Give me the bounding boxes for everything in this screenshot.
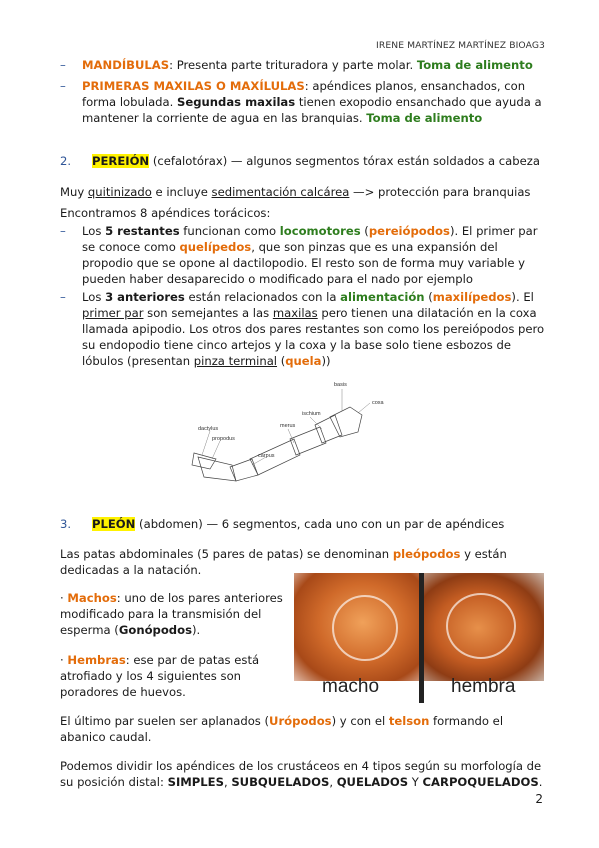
maxilas-desc-2: tienen exopodio ensanchado que ayuda a mantener la corriente de agua en las branquias. [82,95,542,125]
bold-3-anteriores: 3 anteriores [105,290,185,304]
term-segundas-maxilas: Segundas maxilas [177,95,296,109]
bullet-dash: – [60,58,66,72]
highlight-circle [332,595,398,661]
pereiopod-diagram [190,377,410,497]
term-locomotores: locomotores [279,224,361,238]
text-run: ( [360,224,369,238]
label-ischium: ischium [302,411,321,417]
text-run: Muy [60,185,88,199]
text-run: ). El [511,290,534,304]
text-run: . [538,775,543,789]
bullet-dash: – [60,79,66,93]
dot-marker: · [60,591,68,605]
text-run: Las patas abdominales (5 pares de patas) se denominan [60,547,393,561]
dot-marker: · [60,653,68,667]
propodus-segment [198,457,236,481]
term-quelipedos: quelípedos [179,240,252,254]
alimentacion-text [82,289,550,369]
list-item-locomotores [60,223,550,287]
ultimo-paragraph [60,713,550,745]
text-run: y están dedicadas a la natación. [60,547,507,577]
photo-separator [419,573,424,703]
list-item-mandibulas [60,57,550,73]
term-machos: Machos [67,591,117,605]
term-telson: telson [388,714,430,728]
text-run: ) y con el [331,714,389,728]
text-run: —> protección para branquias [349,185,531,199]
text-run: )) [321,354,331,368]
highlight-circle [446,593,516,659]
text-run: , [329,775,337,789]
text-run: ). El primer par se conoce como [82,224,538,254]
label-propodus: propodus [212,436,235,442]
quitina-paragraph [60,184,550,200]
term-pereion: PEREIÓN [92,154,150,168]
label-basis: basis [334,382,347,388]
tag-toma-alimento: Toma de alimento [416,58,533,72]
text-run: funcionan como [179,224,280,238]
caption-hembra: hembra [451,676,516,697]
maxilas-text [82,78,550,126]
macho-photo [294,573,419,683]
label-merus: merus [280,423,296,429]
section-number: 2. [60,154,72,168]
text-run: Y [408,775,423,789]
pleon-desc: (abdomen) — 6 segmentos, cada uno con un par de apéndices [135,517,505,531]
basis-segment [315,415,342,443]
carpus-segment [230,459,258,481]
ocho-apendices: Encontramos 8 apéndices torácicos: [60,206,271,220]
section-number: 3. [60,517,72,531]
coxa-segment [330,407,362,437]
text-run: Los [82,224,106,238]
caption-macho: macho [322,676,380,697]
text-run: , [223,775,232,789]
text-run: El último par suelen ser aplanados ( [60,714,270,728]
type-simples: SIMPLES [167,775,224,789]
term-gonopodos: Gonópodos [118,623,192,637]
text-run: son semejantes a las [143,306,273,320]
text-run: e incluye [151,185,212,199]
term-maxilas: PRIMERAS MAXILAS O MAXÍLULAS [82,79,305,93]
text-run: : ese par de patas está atrofiado y los 4 siguientes son poradores de huevos. [60,653,260,699]
pereion-desc: (cefalotórax) — algunos segmentos tórax están soldados a cabeza [149,154,540,168]
bullet-dash: – [60,290,66,304]
text-run: pero tienen una dilatación en la coxa llamada apipodio. Los otros dos pares restantes son como los pereiópodos pero su endopodio tiene cinco artejos y la coxa y la base solo tiene esbozos de lóbulos (presentan [82,306,545,368]
ischium-segment [290,427,326,455]
term-pleopodos: pleópodos [392,547,461,561]
term-uropodos: Urópodos [269,714,332,728]
text-run: ( [277,354,286,368]
underlined-maxilas: maxilas [272,306,318,320]
page-number: 2 [535,792,543,806]
text-run: ( [424,290,433,304]
term-mandibulas: MANDÍBULAS [82,58,170,72]
maxilas-desc-1: : apéndices planos, ensanchados, con forma lobulada. [82,79,526,109]
text-run: están relacionados con la [184,290,341,304]
dactylus-segment [192,453,216,469]
term-quela: quela [285,354,322,368]
text-run: formando el abanico caudal. [60,714,504,744]
underlined-pinza-terminal: pinza terminal [193,354,278,368]
text-run: , que son pinzas que es una expansión del propodio que se opone al dactilopodio. El resto son de forma muy variable y pueden haber desaparecido o modificado para el nado por ejemplo [82,240,526,286]
underlined-quitinizado: quitinizado [87,185,152,199]
bold-5-restantes: 5 restantes [105,224,180,238]
type-carpoquelados: CARPOQUELADOS [422,775,539,789]
bullet-dash: – [60,224,66,238]
label-coxa: coxa [372,400,384,406]
underlined-primer-par: primer par [82,306,144,320]
section-heading-pleon [60,516,550,532]
section-heading-pereion [60,153,550,169]
hembras-paragraph [60,652,288,700]
text-run: Los [82,290,106,304]
mandibulas-desc: : Presenta parte trituradora y parte molar. [169,58,417,72]
list-item-alimentacion [60,289,550,369]
locomotores-text [82,223,550,287]
type-subquelados: SUBQUELADOS [231,775,330,789]
text-run: ). [191,623,201,637]
underlined-sedimentacion: sedimentación calcárea [211,185,350,199]
mandibulas-text [82,57,550,73]
type-quelados: QUELADOS [336,775,409,789]
page-header-author: IRENE MARTÍNEZ MARTÍNEZ BIOAG3 [376,40,545,51]
hembra-photo [424,573,544,683]
label-carpus: carpus [258,453,275,459]
macho-hembra-photo [294,573,544,703]
term-hembras: Hembras [67,653,126,667]
term-alimentacion: alimentación [340,290,425,304]
text-run: Podemos dividir los apéndices de los crustáceos en 4 tipos según su morfología de su posición distal: [60,759,542,789]
term-maxilipedos: maxilípedos [432,290,512,304]
text-run: : uno de los pares anteriores modificado para la transmisión del esperma ( [60,591,283,637]
dividir-paragraph [60,758,550,790]
tag-toma-alimento: Toma de alimento [366,111,483,125]
list-item-maxilas [60,78,550,126]
label-dactylus: dactylus [198,426,219,432]
machos-paragraph [60,590,288,638]
term-pereiopodos: pereiópodos [368,224,450,238]
term-pleon: PLEÓN [92,517,136,531]
